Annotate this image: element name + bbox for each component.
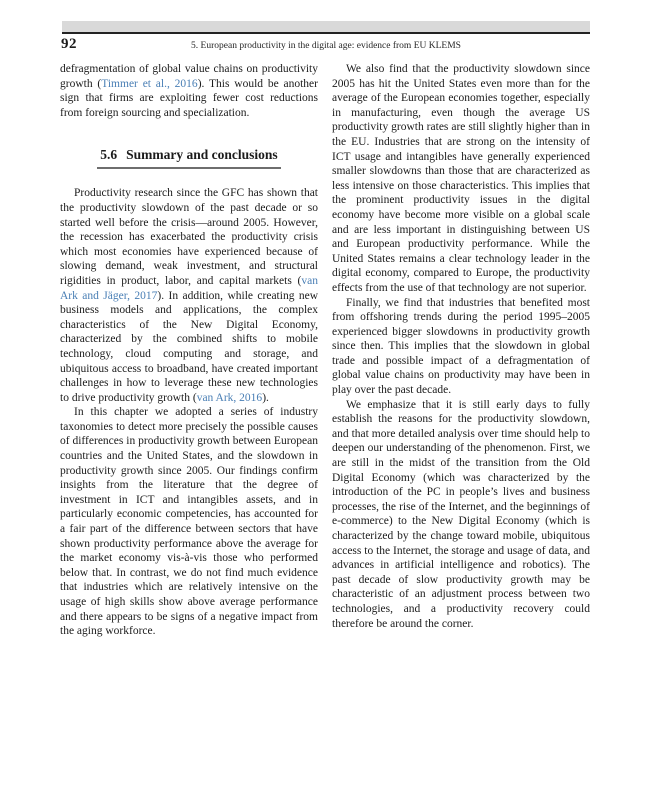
paragraph <box>332 62 590 296</box>
text-run: Finally, we find that industries that benefited most from offshoring trends during the period 1995–2005 experienced bigger slowdowns in productivity growth since then. This implies that the slowdown in global trade and possible impact of a defragmentation of global value chains on productivity may have been in play over the past decade. <box>332 296 590 397</box>
citation-link[interactable]: van Ark and Jäger, 2017 <box>60 274 318 302</box>
section-heading <box>60 147 318 169</box>
text-run: We emphasize that it is still early days to fully establish the reasons for the productivity slowdown, and that more detailed analysis over time should help to deepen our understanding of the phenomenon. First, we are still in the midst of the transition from the Old Digital Economy (which was characterized by the introduction of the PC in people’s lives and business processes, the rise of the Internet, and the beginnings of e-commerce) to the New Digital Economy (which is characterized by the change toward mobile, ubiquitous access to the Internet, the storage and usage of data, and advances in artificial intelligence and robotics). The past decade of slow productivity growth may be characteristic of an adjustment process between two technologies, and a productivity recovery could therefore be around the corner. <box>332 398 591 630</box>
paragraph <box>60 62 318 120</box>
left-column <box>60 62 318 639</box>
text-run: ). In addition, while creating new business models and applications, the complex characteristics of the New Digital Economy, characterized by the combined shifts to mobile technology, cloud computing and storage, and ubiquitous access to broadband, have created important challenges in how to leverage these new technologies to drive productivity growth ( <box>60 289 319 404</box>
page-content <box>60 62 590 639</box>
paragraph <box>332 398 590 632</box>
paragraph <box>332 296 590 398</box>
section-heading-text <box>97 147 280 169</box>
running-header: 5. European productivity in the digital age: evidence from EU KLEMS <box>191 41 461 51</box>
citation-link[interactable]: van Ark, 2016 <box>196 391 263 404</box>
text-run: We also find that the productivity slowdown since 2005 has hit the United States even more than for the average of the European economies together, especially in manufacturing, even though the average US productivity growth rates are still slightly higher than in the EU. Industries that are strong on the intensity of ICT usage and intangibles have generally experienced smaller slowdowns than those that are characterized as less intensive on those characteristics. This implies that the prominent productivity issues in the digital economy have become more visible on a global scale and are less important in distinguishing between US and European productivity performance. While the United States remains a clear technology leader in the digital economy, compared to Europe, the productivity effects from the use of that technology are not superior. <box>332 63 590 294</box>
text-run: ). This would be another sign that firms are exploiting fewer cost reductions from foreign sourcing and specialization. <box>60 77 318 119</box>
page-number: 92 <box>61 36 77 52</box>
text-run: ). <box>262 391 269 404</box>
right-column <box>332 62 590 639</box>
citation-link[interactable]: Timmer et al., 2016 <box>101 77 198 90</box>
text-run: defragmentation of global value chains on productivity growth ( <box>60 63 318 90</box>
section-title: Summary and conclusions <box>126 147 278 163</box>
paragraph <box>60 405 318 639</box>
text-run: In this chapter we adopted a series of industry taxonomies to detect more precisely the possible causes of differences in productivity growth between European countries and the United States, and the slowdown in productivity growth since 2005. Our findings confirm insights from the literature that the degree of investment in ICT and intangibles assets, and in particularly economic competencies, has accounted for a fair part of the difference between sectors that have shown productivity performance above the average for the market economy vis-à-vis those who performed below that. In contrast, we do not find much evidence that industries which are relatively intensive on the usage of high skills show above average performance and there appears to be signs of a negative impact from the aging workforce. <box>60 406 318 638</box>
header-band <box>62 21 590 34</box>
paragraph <box>60 186 318 405</box>
text-run: Productivity research since the GFC has shown that the productivity slowdown of the past decade or so started well before the crisis—around 2005. However, the recession has exacerbated the productivity crisis which most economies have experienced because of slowing demand, weak investment, and structural rigidities in product, labor, and capital markets ( <box>60 187 318 287</box>
section-number: 5.6 <box>100 147 118 163</box>
